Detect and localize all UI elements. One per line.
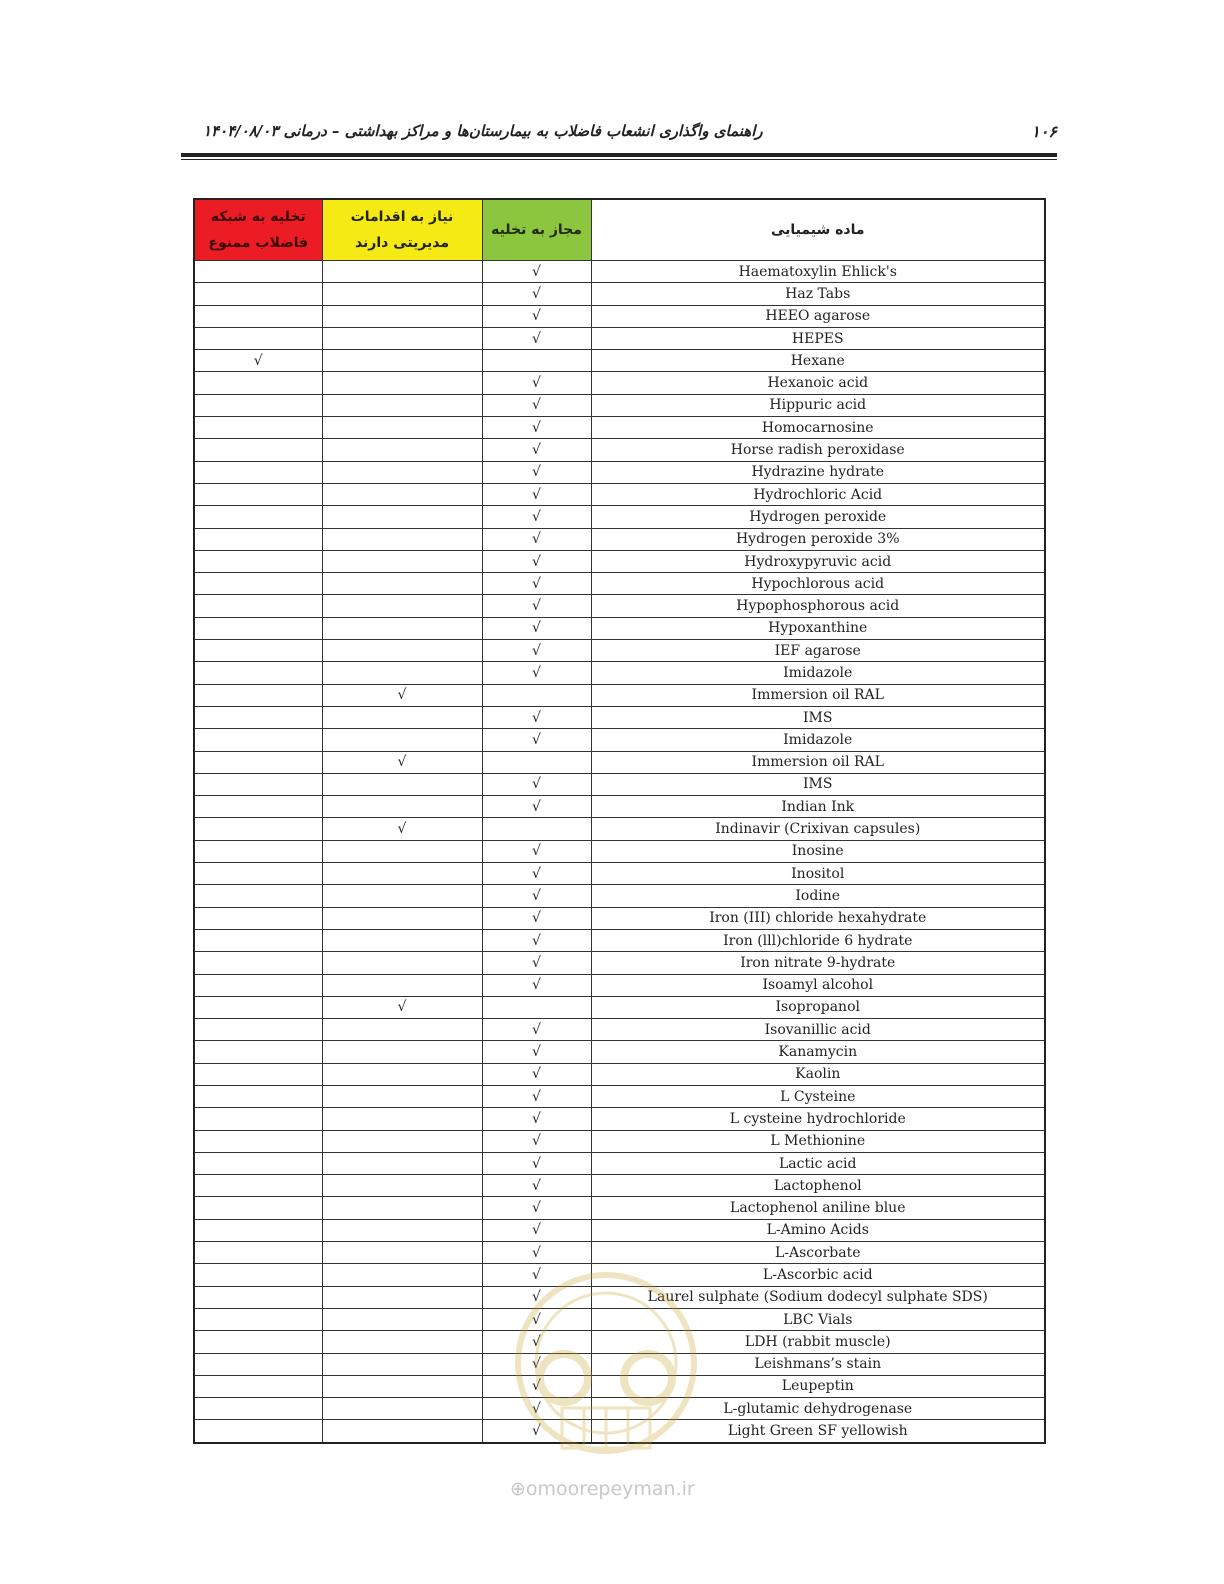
cell-management: [322, 1085, 482, 1107]
cell-chemical-name: Iodine: [591, 885, 1045, 907]
table-row: [194, 706, 1045, 728]
cell-chemical-name: HEEO agarose: [591, 305, 1045, 327]
cell-allowed: √: [482, 1353, 591, 1375]
table-row: [194, 394, 1045, 416]
cell-management: [322, 327, 482, 349]
cell-forbidden: [194, 1219, 322, 1241]
cell-management: [322, 350, 482, 372]
page-header: [181, 118, 1057, 148]
cell-forbidden: [194, 261, 322, 283]
table-row: [194, 952, 1045, 974]
cell-forbidden: [194, 907, 322, 929]
cell-allowed: √: [482, 863, 591, 885]
cell-forbidden: [194, 1130, 322, 1152]
cell-chemical-name: L-Amino Acids: [591, 1219, 1045, 1241]
cell-chemical-name: L-Ascorbate: [591, 1242, 1045, 1264]
table-row: [194, 461, 1045, 483]
table-row: [194, 818, 1045, 840]
cell-allowed: [482, 996, 591, 1018]
cell-chemical-name: IMS: [591, 706, 1045, 728]
cell-management: [322, 1331, 482, 1353]
cell-forbidden: [194, 1420, 322, 1443]
cell-management: [322, 1420, 482, 1443]
cell-chemical-name: Hypoxanthine: [591, 617, 1045, 639]
cell-forbidden: [194, 1197, 322, 1219]
cell-chemical-name: Horse radish peroxidase: [591, 439, 1045, 461]
table-row: [194, 996, 1045, 1018]
cell-chemical-name: Immersion oil RAL: [591, 684, 1045, 706]
header-forbidden-line1: تخلیه به شبکه: [210, 209, 306, 225]
cell-allowed: √: [482, 1286, 591, 1308]
cell-allowed: √: [482, 327, 591, 349]
cell-allowed: √: [482, 1308, 591, 1330]
header-title: [181, 122, 763, 140]
cell-management: [322, 729, 482, 751]
cell-allowed: √: [482, 617, 591, 639]
cell-chemical-name: Hydrogen peroxide 3%: [591, 528, 1045, 550]
cell-forbidden: [194, 305, 322, 327]
table-row: [194, 1041, 1045, 1063]
cell-chemical-name: IEF agarose: [591, 640, 1045, 662]
cell-management: [322, 706, 482, 728]
table-row: [194, 840, 1045, 862]
cell-management: [322, 662, 482, 684]
cell-chemical-name: Lactophenol aniline blue: [591, 1197, 1045, 1219]
cell-allowed: √: [482, 483, 591, 505]
table-row: [194, 1353, 1045, 1375]
cell-forbidden: [194, 863, 322, 885]
cell-allowed: √: [482, 372, 591, 394]
cell-chemical-name: HEPES: [591, 327, 1045, 349]
table-row: [194, 885, 1045, 907]
cell-management: [322, 506, 482, 528]
cell-forbidden: [194, 1375, 322, 1397]
cell-management: [322, 1108, 482, 1130]
cell-forbidden: [194, 640, 322, 662]
cell-forbidden: [194, 1063, 322, 1085]
cell-allowed: √: [482, 1108, 591, 1130]
cell-chemical-name: Hypophosphorous acid: [591, 595, 1045, 617]
cell-management: [322, 1353, 482, 1375]
watermark-url: omoorepeyman.ir: [525, 1478, 695, 1500]
cell-management: [322, 394, 482, 416]
cell-forbidden: [194, 1242, 322, 1264]
cell-chemical-name: Isoamyl alcohol: [591, 974, 1045, 996]
cell-chemical-name: Hydrazine hydrate: [591, 461, 1045, 483]
cell-chemical-name: Hydroxypyruvic acid: [591, 550, 1045, 572]
cell-management: [322, 461, 482, 483]
cell-management: [322, 1375, 482, 1397]
table-row: [194, 617, 1045, 639]
cell-allowed: √: [482, 1085, 591, 1107]
cell-forbidden: [194, 773, 322, 795]
cell-management: [322, 929, 482, 951]
cell-chemical-name: L Methionine: [591, 1130, 1045, 1152]
cell-management: [322, 907, 482, 929]
cell-chemical-name: Inositol: [591, 863, 1045, 885]
cell-management: [322, 261, 482, 283]
table-row: [194, 528, 1045, 550]
table-row: [194, 751, 1045, 773]
cell-management: [322, 1219, 482, 1241]
cell-forbidden: [194, 1286, 322, 1308]
table-row: [194, 1019, 1045, 1041]
cell-allowed: √: [482, 840, 591, 862]
cell-chemical-name: Leupeptin: [591, 1375, 1045, 1397]
cell-forbidden: [194, 706, 322, 728]
table-row: [194, 1130, 1045, 1152]
cell-management: [322, 640, 482, 662]
table-row: [194, 573, 1045, 595]
cell-chemical-name: Light Green SF yellowish: [591, 1420, 1045, 1443]
cell-management: [322, 1130, 482, 1152]
cell-management: [322, 1152, 482, 1174]
cell-chemical-name: LDH (rabbit muscle): [591, 1331, 1045, 1353]
cell-forbidden: [194, 461, 322, 483]
cell-management: [322, 952, 482, 974]
header-forbidden-line2: فاضلاب ممنوع: [208, 235, 309, 251]
header-management-line2: مدیریتی دارند: [354, 235, 450, 251]
cell-allowed: √: [482, 1242, 591, 1264]
cell-chemical-name: Isovanillic acid: [591, 1019, 1045, 1041]
cell-allowed: √: [482, 461, 591, 483]
table-row: [194, 907, 1045, 929]
cell-allowed: √: [482, 595, 591, 617]
cell-management: [322, 1264, 482, 1286]
table-row: [194, 1286, 1045, 1308]
table-row: [194, 1242, 1045, 1264]
watermark-globe-icon: ⊕: [510, 1478, 526, 1500]
cell-allowed: √: [482, 1063, 591, 1085]
cell-chemical-name: Hippuric acid: [591, 394, 1045, 416]
header-title-text: راهنمای واگذاری انشعاب فاضلاب به بیمارستان‌ها و مراکز بهداشتی – درمانی: [283, 122, 763, 140]
cell-forbidden: [194, 952, 322, 974]
chemical-discharge-table: [193, 198, 1046, 1444]
cell-chemical-name: Indinavir (Crixivan capsules): [591, 818, 1045, 840]
cell-allowed: √: [482, 1175, 591, 1197]
table-row: [194, 417, 1045, 439]
table-row: [194, 773, 1045, 795]
cell-allowed: √: [482, 1152, 591, 1174]
cell-chemical-name: Hexanoic acid: [591, 372, 1045, 394]
cell-forbidden: √: [194, 350, 322, 372]
cell-allowed: [482, 818, 591, 840]
cell-allowed: √: [482, 417, 591, 439]
cell-management: √: [322, 818, 482, 840]
cell-chemical-name: Iron (lll)chloride 6 hydrate: [591, 929, 1045, 951]
cell-allowed: √: [482, 929, 591, 951]
cell-allowed: √: [482, 1331, 591, 1353]
cell-allowed: √: [482, 952, 591, 974]
header-rule-thick: [181, 153, 1057, 157]
cell-chemical-name: L-Ascorbic acid: [591, 1264, 1045, 1286]
cell-allowed: √: [482, 573, 591, 595]
table-row: [194, 863, 1045, 885]
cell-forbidden: [194, 796, 322, 818]
cell-allowed: √: [482, 706, 591, 728]
cell-chemical-name: Isopropanol: [591, 996, 1045, 1018]
table-row: [194, 595, 1045, 617]
cell-allowed: √: [482, 796, 591, 818]
cell-chemical-name: IMS: [591, 773, 1045, 795]
cell-forbidden: [194, 550, 322, 572]
cell-chemical-name: Indian Ink: [591, 796, 1045, 818]
table-body: [194, 261, 1045, 1443]
cell-forbidden: [194, 929, 322, 951]
cell-forbidden: [194, 751, 322, 773]
cell-forbidden: [194, 1085, 322, 1107]
cell-forbidden: [194, 394, 322, 416]
cell-forbidden: [194, 417, 322, 439]
cell-forbidden: [194, 840, 322, 862]
cell-forbidden: [194, 327, 322, 349]
cell-management: [322, 528, 482, 550]
cell-forbidden: [194, 1398, 322, 1420]
table-row: [194, 729, 1045, 751]
cell-allowed: √: [482, 1130, 591, 1152]
table-row: [194, 1420, 1045, 1443]
cell-management: [322, 974, 482, 996]
cell-management: [322, 1242, 482, 1264]
cell-forbidden: [194, 996, 322, 1018]
cell-chemical-name: Lactophenol: [591, 1175, 1045, 1197]
header-chemical-name: ماده شیمیایی: [591, 199, 1045, 261]
cell-forbidden: [194, 439, 322, 461]
cell-management: [322, 617, 482, 639]
cell-management: [322, 796, 482, 818]
cell-forbidden: [194, 483, 322, 505]
cell-management: [322, 1175, 482, 1197]
cell-chemical-name: Imidazole: [591, 662, 1045, 684]
cell-chemical-name: Imidazole: [591, 729, 1045, 751]
cell-forbidden: [194, 617, 322, 639]
cell-forbidden: [194, 528, 322, 550]
table-row: [194, 350, 1045, 372]
cell-chemical-name: Haz Tabs: [591, 283, 1045, 305]
cell-allowed: √: [482, 885, 591, 907]
cell-forbidden: [194, 573, 322, 595]
table-row: [194, 1108, 1045, 1130]
cell-forbidden: [194, 283, 322, 305]
table-row: [194, 550, 1045, 572]
cell-chemical-name: Kanamycin: [591, 1041, 1045, 1063]
table-row: [194, 1308, 1045, 1330]
table-row: [194, 974, 1045, 996]
cell-forbidden: [194, 729, 322, 751]
cell-forbidden: [194, 1108, 322, 1130]
cell-chemical-name: Laurel sulphate (Sodium dodecyl sulphate SDS): [591, 1286, 1045, 1308]
cell-allowed: √: [482, 1019, 591, 1041]
cell-chemical-name: Iron (III) chloride hexahydrate: [591, 907, 1045, 929]
table-header-row: [194, 199, 1045, 261]
cell-management: √: [322, 751, 482, 773]
header-rule-thin: [181, 159, 1057, 160]
table-row: [194, 640, 1045, 662]
cell-chemical-name: Lactic acid: [591, 1152, 1045, 1174]
cell-management: [322, 1041, 482, 1063]
cell-allowed: √: [482, 305, 591, 327]
header-allowed: مجاز به تخلیه: [482, 199, 591, 261]
cell-management: [322, 573, 482, 595]
cell-allowed: [482, 751, 591, 773]
cell-forbidden: [194, 684, 322, 706]
table-row: [194, 261, 1045, 283]
cell-allowed: √: [482, 974, 591, 996]
cell-chemical-name: Inosine: [591, 840, 1045, 862]
cell-allowed: √: [482, 1219, 591, 1241]
cell-chemical-name: Hydrochloric Acid: [591, 483, 1045, 505]
cell-management: [322, 305, 482, 327]
cell-chemical-name: Iron nitrate 9-hydrate: [591, 952, 1045, 974]
cell-forbidden: [194, 1308, 322, 1330]
table-row: [194, 483, 1045, 505]
cell-allowed: √: [482, 1398, 591, 1420]
cell-forbidden: [194, 1041, 322, 1063]
cell-allowed: √: [482, 640, 591, 662]
table-row: [194, 439, 1045, 461]
cell-chemical-name: Hypochlorous acid: [591, 573, 1045, 595]
table-row: [194, 1331, 1045, 1353]
cell-management: [322, 863, 482, 885]
table-row: [194, 1152, 1045, 1174]
cell-allowed: √: [482, 528, 591, 550]
cell-allowed: √: [482, 1264, 591, 1286]
table-row: [194, 1175, 1045, 1197]
table-row: [194, 1375, 1045, 1397]
cell-forbidden: [194, 1175, 322, 1197]
cell-chemical-name: L Cysteine: [591, 1085, 1045, 1107]
cell-allowed: √: [482, 773, 591, 795]
header-forbidden: [194, 199, 322, 261]
cell-forbidden: [194, 506, 322, 528]
cell-forbidden: [194, 1353, 322, 1375]
cell-allowed: √: [482, 394, 591, 416]
cell-chemical-name: Hydrogen peroxide: [591, 506, 1045, 528]
cell-allowed: √: [482, 439, 591, 461]
cell-forbidden: [194, 662, 322, 684]
header-date: ۱۴۰۴/۰۸/۰۳: [203, 122, 279, 140]
cell-allowed: √: [482, 506, 591, 528]
cell-management: [322, 1063, 482, 1085]
table-row: [194, 327, 1045, 349]
cell-management: [322, 1308, 482, 1330]
cell-management: [322, 417, 482, 439]
cell-allowed: √: [482, 1041, 591, 1063]
cell-allowed: √: [482, 1375, 591, 1397]
cell-forbidden: [194, 1152, 322, 1174]
table-row: [194, 506, 1045, 528]
cell-forbidden: [194, 1264, 322, 1286]
table-row: [194, 305, 1045, 327]
cell-allowed: √: [482, 261, 591, 283]
cell-chemical-name: Homocarnosine: [591, 417, 1045, 439]
cell-management: [322, 550, 482, 572]
cell-chemical-name: Haematoxylin Ehlick's: [591, 261, 1045, 283]
table-row: [194, 372, 1045, 394]
table-row: [194, 1264, 1045, 1286]
cell-chemical-name: L cysteine hydrochloride: [591, 1108, 1045, 1130]
cell-management: [322, 1019, 482, 1041]
table-row: [194, 283, 1045, 305]
table-row: [194, 662, 1045, 684]
cell-forbidden: [194, 818, 322, 840]
cell-forbidden: [194, 595, 322, 617]
table-row: [194, 1085, 1045, 1107]
cell-management: [322, 773, 482, 795]
header-management-line1: نیاز به اقدامات: [350, 209, 454, 225]
cell-management: √: [322, 996, 482, 1018]
cell-forbidden: [194, 885, 322, 907]
cell-allowed: √: [482, 1197, 591, 1219]
cell-management: √: [322, 684, 482, 706]
table-row: [194, 796, 1045, 818]
cell-management: [322, 1197, 482, 1219]
cell-management: [322, 483, 482, 505]
cell-allowed: √: [482, 1420, 591, 1443]
cell-allowed: √: [482, 283, 591, 305]
table-row: [194, 1063, 1045, 1085]
cell-allowed: √: [482, 550, 591, 572]
watermark-text: [510, 1478, 710, 1500]
cell-allowed: √: [482, 662, 591, 684]
table-row: [194, 684, 1045, 706]
cell-management: [322, 885, 482, 907]
cell-forbidden: [194, 1331, 322, 1353]
cell-chemical-name: L-glutamic dehydrogenase: [591, 1398, 1045, 1420]
cell-chemical-name: Immersion oil RAL: [591, 751, 1045, 773]
cell-allowed: [482, 350, 591, 372]
cell-chemical-name: Leishmans’s stain: [591, 1353, 1045, 1375]
table-row: [194, 1219, 1045, 1241]
cell-forbidden: [194, 372, 322, 394]
cell-management: [322, 1286, 482, 1308]
table-row: [194, 1197, 1045, 1219]
page-number: ۱۰۶: [1031, 122, 1057, 141]
cell-forbidden: [194, 1019, 322, 1041]
cell-management: [322, 283, 482, 305]
cell-allowed: √: [482, 907, 591, 929]
table-row: [194, 929, 1045, 951]
cell-management: [322, 372, 482, 394]
cell-forbidden: [194, 974, 322, 996]
cell-chemical-name: LBC Vials: [591, 1308, 1045, 1330]
cell-chemical-name: Kaolin: [591, 1063, 1045, 1085]
cell-chemical-name: Hexane: [591, 350, 1045, 372]
cell-management: [322, 840, 482, 862]
header-management: [322, 199, 482, 261]
cell-management: [322, 1398, 482, 1420]
cell-management: [322, 595, 482, 617]
cell-management: [322, 439, 482, 461]
cell-allowed: √: [482, 729, 591, 751]
cell-allowed: [482, 684, 591, 706]
table-row: [194, 1398, 1045, 1420]
